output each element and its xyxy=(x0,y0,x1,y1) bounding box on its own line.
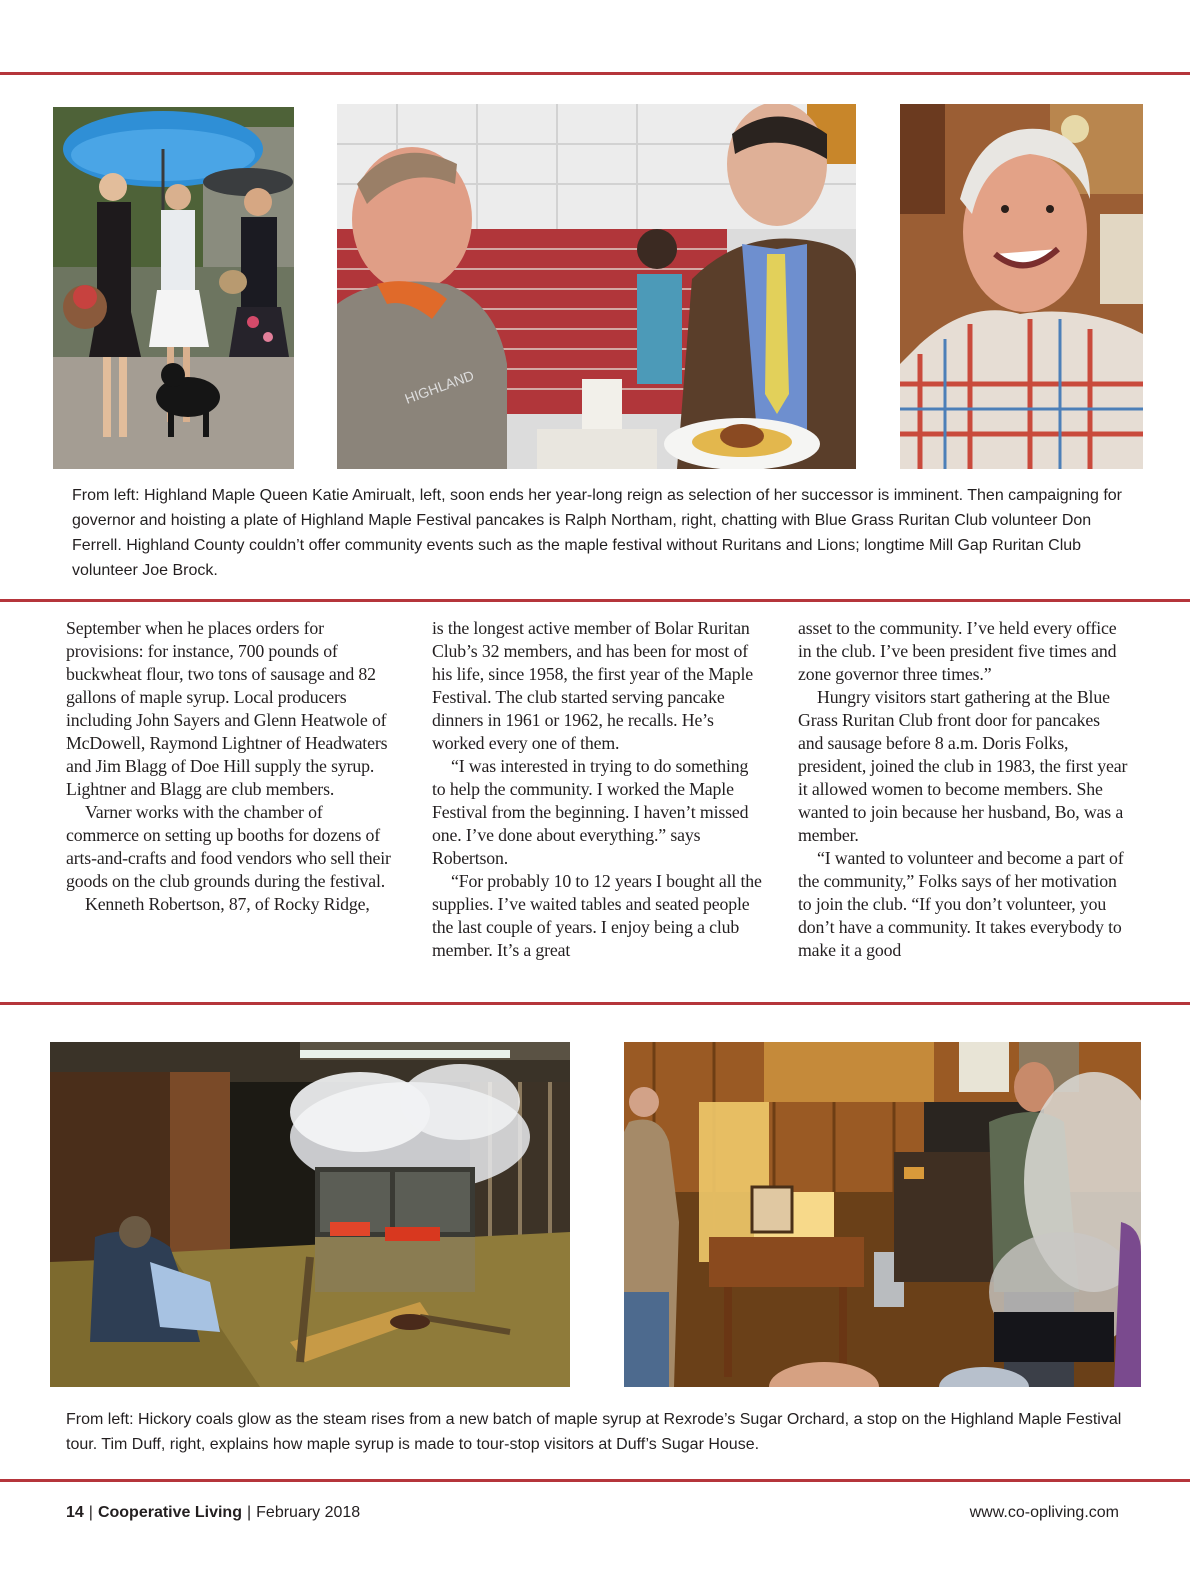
article-top-rule xyxy=(0,599,1190,602)
article-column-1 xyxy=(66,617,396,967)
paragraph: Varner works with the chamber of commerce on setting up booths for dozens of arts-and-crafts and food vendors who sell their goods on the club grounds during the festival. xyxy=(66,802,391,891)
photo-maple-queen-parade xyxy=(53,107,294,469)
paragraph: September when he places orders for provisions: for instance, 700 pounds of buckwheat flour, two tons of sausage and 82 gallons of maple syrup. Local producers including John Sayers and Glenn Heatwole of McDowell, Raymond Lightner of Headwaters and Jim Blagg of Doe Hill supply the syrup. Lightner and Blagg are club members. xyxy=(66,618,388,799)
issue-date: February 2018 xyxy=(256,1504,361,1521)
paragraph: “I was interested in trying to do something to help the community. I worked the Maple Festival from the beginning. I haven’t missed one. I’ve done about everything.” says Robertson. xyxy=(432,756,749,868)
paragraph: is the longest active member of Bolar Ruritan Club’s 32 members, and has been for most of his life, since 1958, the first year of the Maple Festival. The club started serving pancake dinners in 1961 or 1962, he recalls. He’s worked every one of them. xyxy=(432,618,754,753)
footer-separator: | xyxy=(88,1504,93,1521)
footer-left xyxy=(66,1504,360,1522)
article-bottom-rule xyxy=(0,1002,1190,1005)
photo-northam-ferrell xyxy=(337,104,856,469)
footer-rule xyxy=(0,1479,1190,1482)
footer-separator: | xyxy=(246,1504,252,1521)
paragraph: “For probably 10 to 12 years I bought all the supplies. I’ve waited tables and seated people the last couple of years. I enjoy being a club member. It’s a great xyxy=(432,871,762,960)
paragraph: Kenneth Robertson, 87, of Rocky Ridge, xyxy=(85,894,370,914)
page-number: 14 xyxy=(66,1504,84,1521)
photo-joe-brock xyxy=(900,104,1143,469)
bottom-photo-caption: From left: Hickory coals glow as the steam rises from a new batch of maple syrup at Rexrode’s Sugar Orchard, a stop on the Highland Maple Festival tour. Tim Duff, right, explains how maple syrup is made to tour-stop visitors at Duff’s Sugar House. xyxy=(66,1411,1122,1453)
paragraph: Hungry visitors start gathering at the Blue Grass Ruritan Club front door for pancakes and sausage before 8 a.m. Doris Folks, president, joined the club in 1983, the first year it allowed women to become members. She wanted to join because her husband, Bo, was a member. xyxy=(798,687,1128,845)
website-link[interactable]: www.co-opliving.com xyxy=(969,1504,1119,1521)
top-rule xyxy=(0,72,1190,75)
photo-duff-sugar-house xyxy=(624,1042,1141,1387)
top-photo-caption: From left: Highland Maple Queen Katie Amirualt, left, soon ends her year-long reign as selection of her successor is imminent. Then campaigning for governor and hoisting a plate of Highland Maple Festival pancakes is Ralph Northam, right, chatting with Blue Grass Ruritan Club volunteer Don Ferrell. Highland County couldn’t offer community events such as the maple festival without Ruritans and Lions; longtime Mill Gap Ruritan Club volunteer Joe Brock. xyxy=(72,487,1123,579)
photo-rexrode-sugar-orchard xyxy=(50,1042,570,1387)
magazine-name: Cooperative Living xyxy=(97,1504,242,1521)
article-column-3 xyxy=(798,617,1128,967)
paragraph: “I wanted to volunteer and become a part of the community,” Folks says of her motivation to join the club. “If you don’t volunteer, you don’t have a community. It takes everybody to make it a good xyxy=(798,848,1124,960)
article-column-2 xyxy=(432,617,762,967)
svg-text:HIGHLAND: HIGHLAND xyxy=(402,367,477,407)
paragraph: asset to the community. I’ve held every office in the club. I’ve been president five times and zone governor three times.” xyxy=(798,618,1117,684)
